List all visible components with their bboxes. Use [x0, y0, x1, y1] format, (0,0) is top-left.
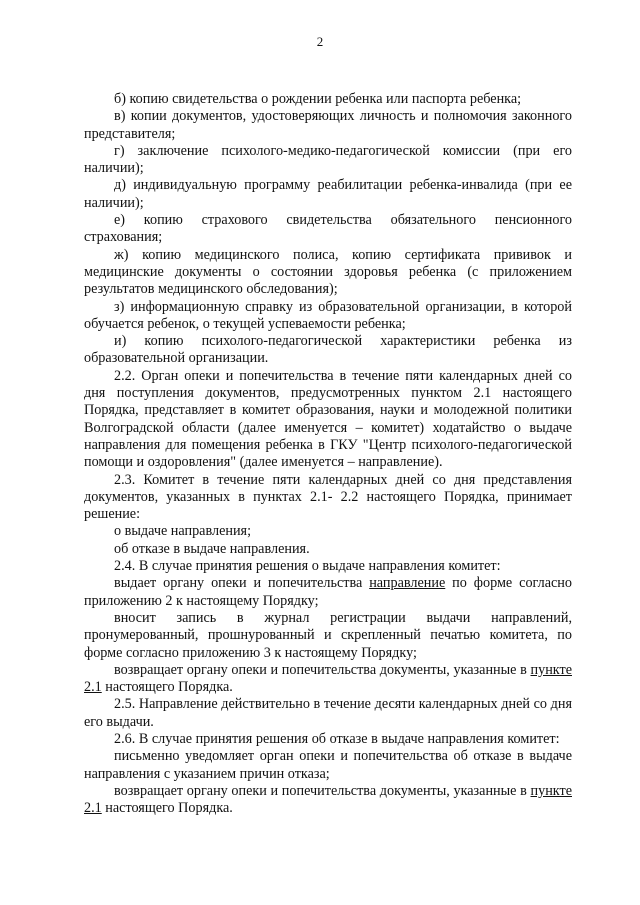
paragraph-text: возвращает органу опеки и попечительства документы, указанные в: [114, 661, 531, 678]
paragraph-returns-documents-refusal: [84, 783, 572, 818]
paragraph-item-b: б) копию свидетельства о рождении ребенка или паспорта ребенка;: [114, 91, 522, 107]
paragraph-text: настоящего Порядка.: [101, 679, 233, 696]
paragraph-item-i: и) копию психолого-педагогической характеристики ребенка из образовательной организации.: [84, 333, 572, 367]
paragraph-2-4: 2.4. В случае принятия решения о выдаче направления комитет:: [114, 558, 501, 575]
paragraph-2-6: 2.6. В случае принятия решения об отказе в выдаче направления комитет:: [114, 730, 560, 747]
paragraph-item-g: г) заключение психолого-медико-педагогической комиссии (при его наличии);: [84, 142, 572, 177]
paragraph-text: настоящего Порядка.: [101, 800, 233, 817]
paragraph-text: выдает органу опеки и попечительства: [114, 575, 370, 592]
clause-2-1-link[interactable]: пункте 2.1: [84, 782, 572, 817]
paragraph-item-d: д) индивидуальную программу реабилитации ребенка-инвалида (при ее наличии);: [84, 177, 572, 211]
page-number: 2: [316, 34, 324, 49]
paragraph-returns-documents: [84, 662, 572, 697]
paragraph-text: по форме согласно приложению 2 к настоящему Порядку;: [84, 575, 572, 609]
paragraph-2-2: 2.2. Орган опеки и попечительства в течение пяти календарных дней со дня поступления документов, предусмотренных пунктом 2.1 настоящего Порядка, представляет в комитет образования, науки и молодежной политики Волгоградской области (далее именуется – комитет) ходатайство о выдаче направления для помещения ребенка в ГКУ "Центр психолого-педагогической помощи и оздоровления" (далее именуется – направление).: [84, 367, 572, 471]
paragraph-2-5: 2.5. Направление действительно в течение десяти календарных дней со дня его выдачи.: [84, 696, 572, 730]
paragraph-journal-entry: вносит запись в журнал регистрации выдачи направлений, пронумерованный, прошнурованный и скрепленный печатью комитета, по форме согласно приложению 3 к настоящему Порядку;: [84, 609, 572, 661]
paragraph-issues-direction: [84, 575, 572, 610]
paragraph-item-zh: ж) копию медицинского полиса, копию сертификата прививок и медицинские документы о состоянии здоровья ребенка (с приложением результатов медицинского обследования);: [84, 246, 572, 298]
paragraph-decision-refuse: об отказе в выдаче направления.: [114, 540, 310, 557]
paragraph-item-z: з) информационную справку из образовательной организации, в которой обучается ребенок, о текущей успеваемости ребенка;: [84, 298, 572, 332]
clause-2-1-link[interactable]: пункте 2.1: [84, 661, 572, 696]
paragraph-2-3: 2.3. Комитет в течение пяти календарных дней со дня представления документов, указанных в пунктах 2.1- 2.2 настоящего Порядка, принимает решение:: [84, 471, 572, 523]
paragraph-text: возвращает органу опеки и попечительства документы, указанные в: [114, 782, 531, 799]
document-body: [84, 91, 572, 817]
paragraph-item-v: в) копии документов, удостоверяющих личность и полномочия законного представителя;: [84, 108, 572, 142]
paragraph-notifies-refusal: письменно уведомляет орган опеки и попечительства об отказе в выдаче направления с указанием причин отказа;: [84, 748, 572, 782]
direction-link[interactable]: направление: [369, 575, 446, 592]
paragraph-decision-issue: о выдаче направления;: [114, 523, 252, 540]
paragraph-item-e: е) копию страхового свидетельства обязательного пенсионного страхования;: [84, 212, 572, 246]
